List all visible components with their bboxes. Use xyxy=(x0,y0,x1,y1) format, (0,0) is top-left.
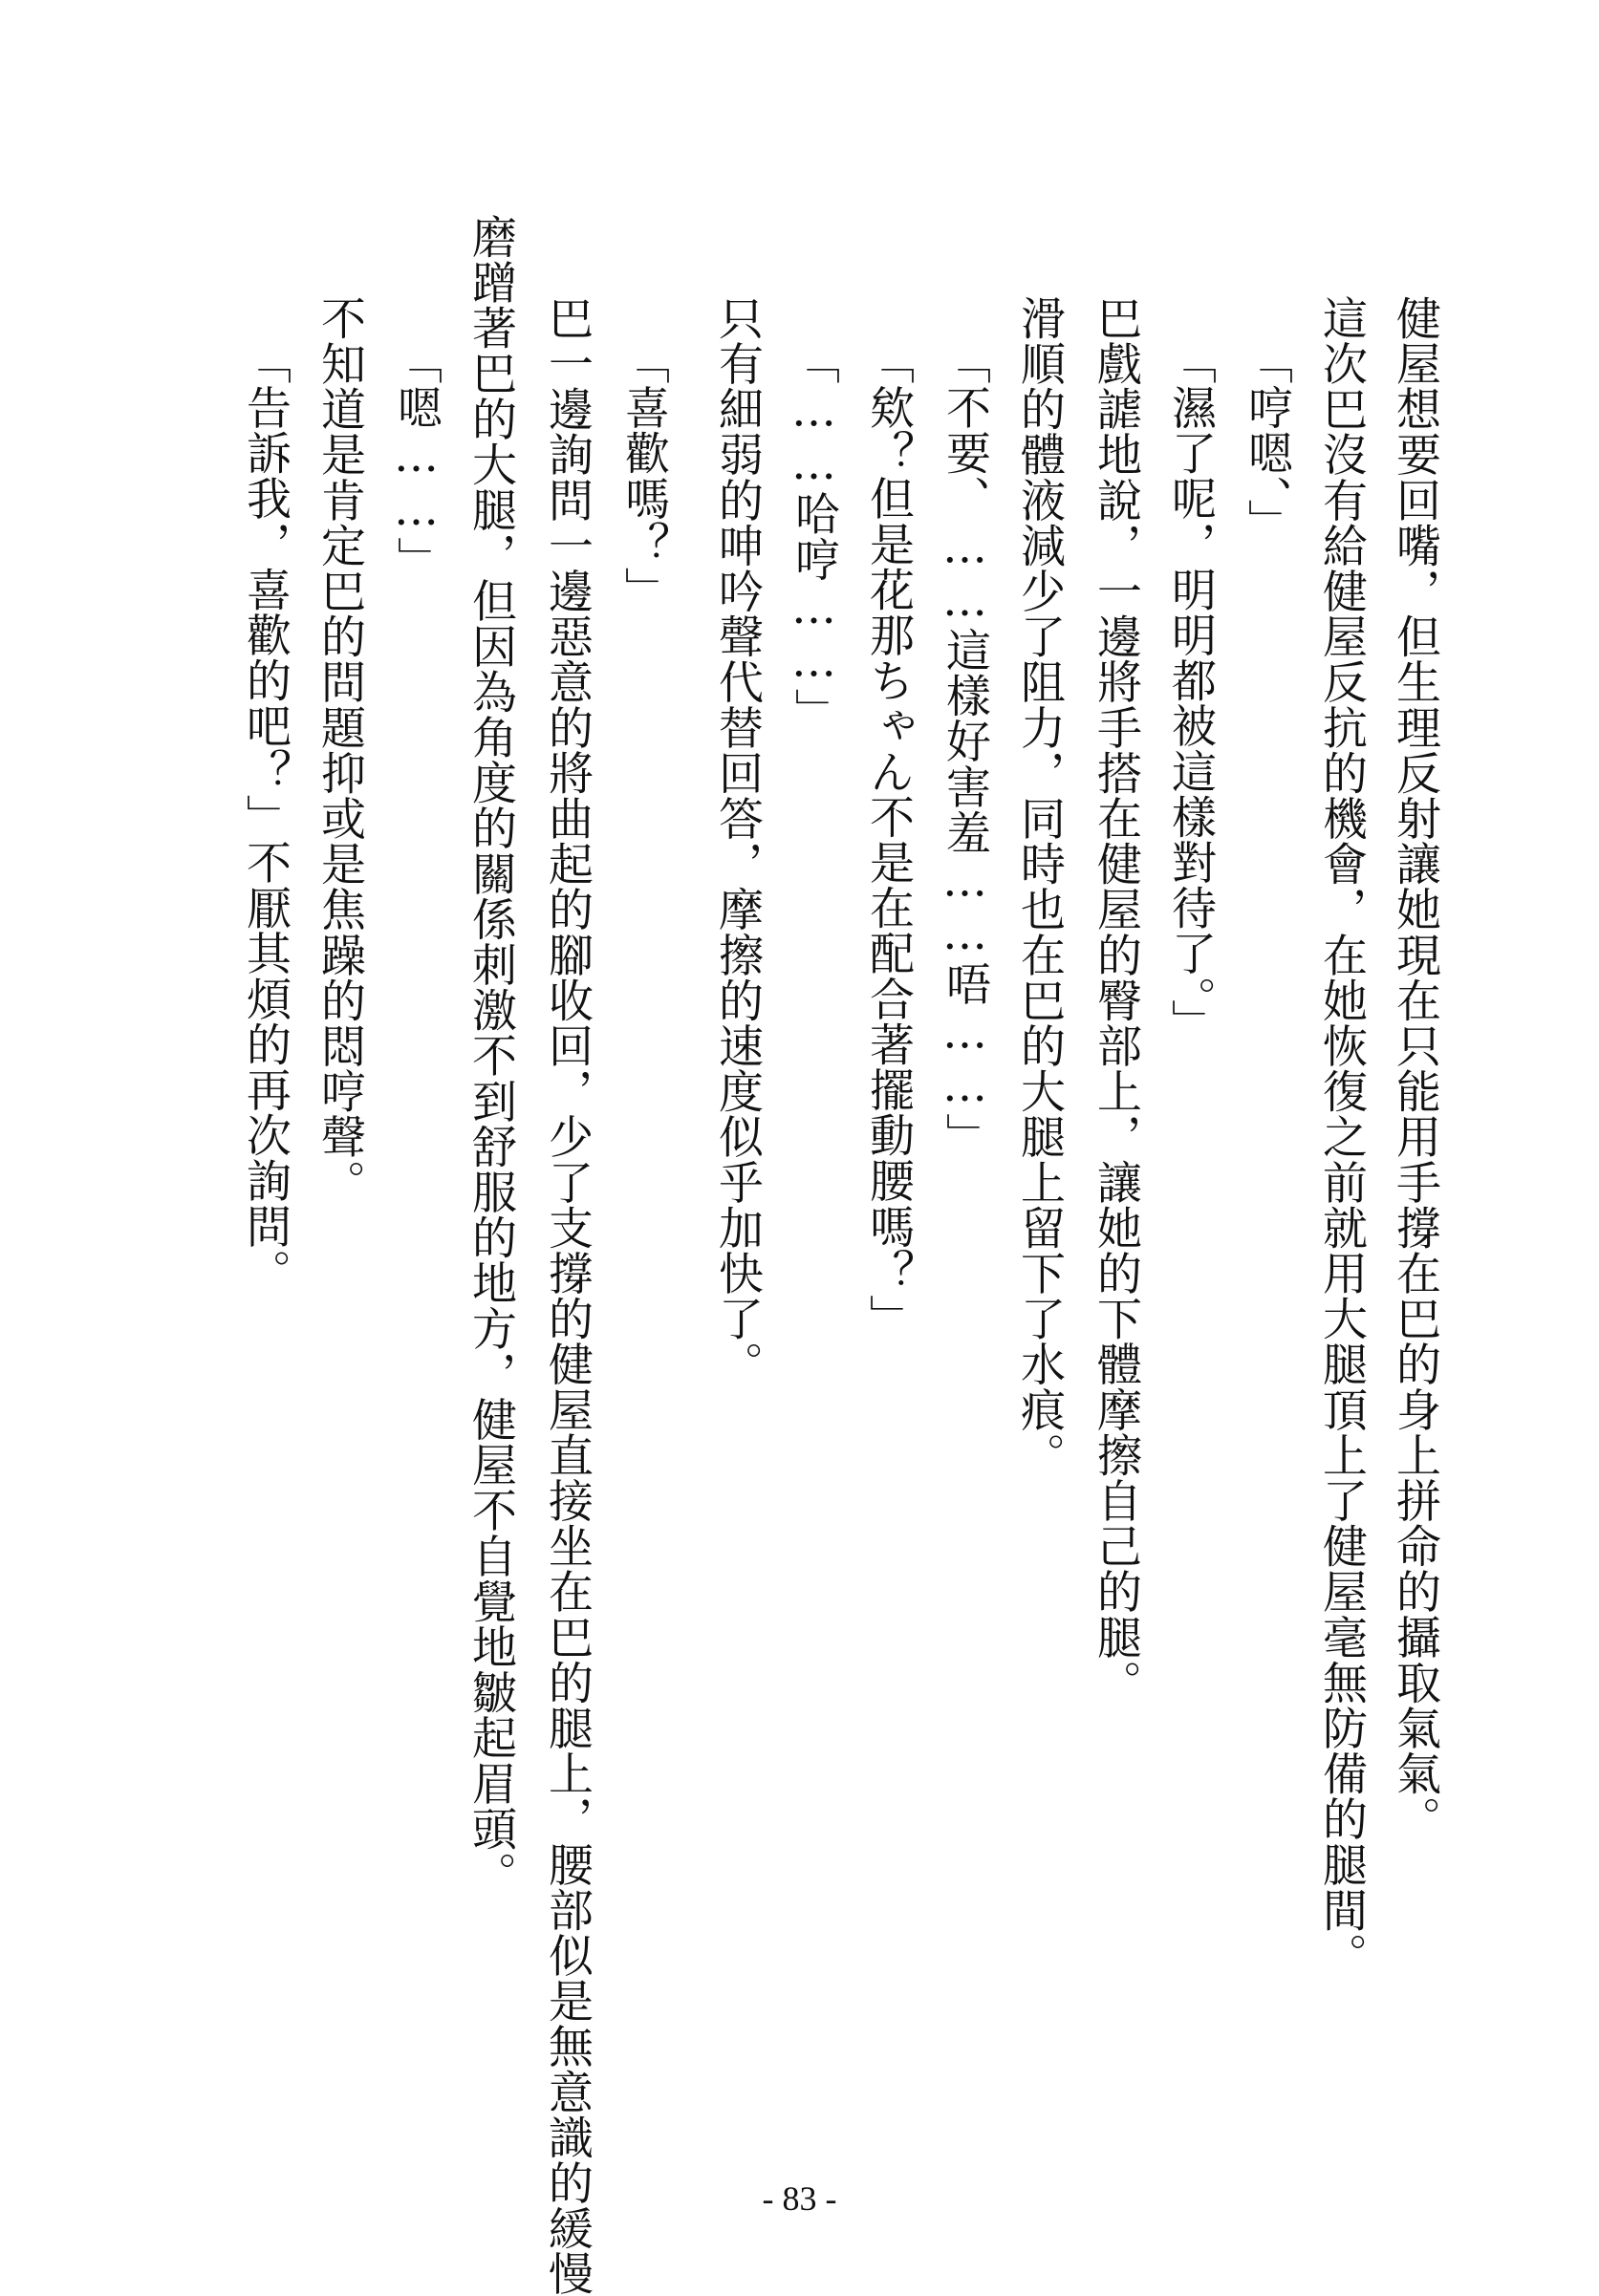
text-line: 「嗯……」 xyxy=(390,339,443,582)
text-line: 「哼嗯、」 xyxy=(1241,339,1293,545)
text-line: 「不要、……這樣好害羞……唔……」 xyxy=(939,339,991,1159)
text-line: 「濕了呢，明明都被這樣對待了。」 xyxy=(1164,339,1217,1045)
text-line: 磨蹭著巴的大腿，但因為角度的關係刺激不到舒服的地方，健屋不自覺地皺起眉頭。 xyxy=(465,214,517,1898)
text-line: 「……哈哼……」 xyxy=(788,339,840,734)
text-line: 「欸？但是花那ちゃん不是在配合著擺動腰嗎？」 xyxy=(862,339,915,1341)
text-line: 滑順的體液減少了阻力，同時也在巴的大腿上留下了水痕。 xyxy=(1013,295,1066,1478)
text-line: 巴一邊詢問一邊惡意的將曲起的腳收回，少了支撐的健屋直接坐在巴的腿上，腰部似是無意識的緩慢 xyxy=(541,295,594,2296)
text-line: 「告訴我，喜歡的吧？」不厭其煩的再次詢問。 xyxy=(239,339,292,1295)
text-line: 只有細弱的呻吟聲代替回答，摩擦的速度似乎加快了。 xyxy=(711,295,764,1387)
text-line: 健屋想要回嘴，但生理反射讓她現在只能用手撐在巴的身上拼命的攝取氣氣。 xyxy=(1389,295,1441,1842)
page-number: - 83 - xyxy=(762,2179,837,2218)
text-line: 這次巴沒有給健屋反抗的機會，在她恢復之前就用大腿頂上了健屋毫無防備的腿間。 xyxy=(1315,295,1368,1979)
text-line: 「喜歡嗎？」 xyxy=(617,339,670,612)
text-line: 巴戲謔地說，一邊將手搭在健屋的臀部上，讓她的下體摩擦自己的腿。 xyxy=(1090,295,1142,1706)
text-line: 不知道是肯定巴的問題抑或是焦躁的悶哼聲。 xyxy=(313,295,366,1205)
